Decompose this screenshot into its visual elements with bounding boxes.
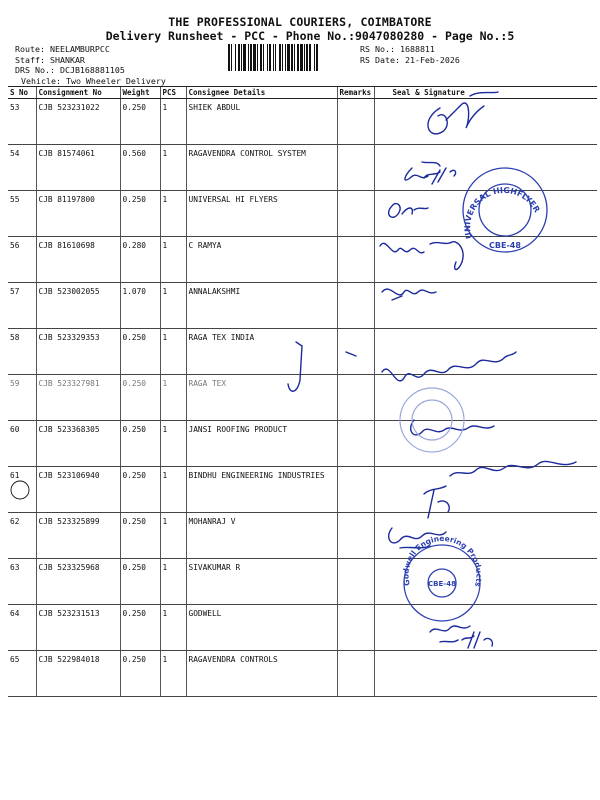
barcode-bar — [243, 44, 246, 71]
barcode-bar — [253, 44, 256, 71]
barcode-bar — [248, 44, 249, 71]
cell-consignee: SIVAKUMAR R — [186, 559, 337, 605]
cell-sno: 59 — [8, 375, 36, 421]
cell-sno: 57 — [8, 283, 36, 329]
barcode-bar — [316, 44, 318, 71]
cell-cno: CJB 522984018 — [36, 651, 120, 697]
cell-consignee: UNIVERSAL HI FLYERS — [186, 191, 337, 237]
cell-consignee: GODWELL — [186, 605, 337, 651]
cell-sno: 58 — [8, 329, 36, 375]
cell-remarks — [337, 329, 374, 375]
cell-consignee: JANSI ROOFING PRODUCT — [186, 421, 337, 467]
table-row — [8, 513, 597, 559]
cell-remarks — [337, 421, 374, 467]
cell-weight: 0.250 — [120, 191, 160, 237]
cell-weight: 0.250 — [120, 99, 160, 145]
table-row — [8, 467, 597, 513]
cell-weight: 0.250 — [120, 513, 160, 559]
barcode-bar — [314, 44, 315, 71]
barcode-bar — [267, 44, 268, 71]
drs-number: DRS No.: DCJB168881105 — [15, 65, 125, 75]
cell-cno: CJB 523325968 — [36, 559, 120, 605]
cell-sno: 65 — [8, 651, 36, 697]
godwell-stamp-text: Godwell Engineering Products — [401, 533, 484, 588]
cell-seal-signature — [374, 237, 597, 283]
cell-cno: CJB 523325899 — [36, 513, 120, 559]
cell-pcs: 1 — [160, 513, 186, 559]
barcode-bar — [300, 44, 303, 71]
cell-seal-signature — [374, 329, 597, 375]
barcode-bar — [263, 44, 264, 71]
table-row — [8, 651, 597, 697]
barcode-bar — [260, 44, 262, 71]
cell-pcs: 1 — [160, 559, 186, 605]
barcode-bar — [231, 44, 232, 71]
barcode-bar — [285, 44, 286, 71]
route-label: Route: NEELAMBURPCC — [15, 44, 110, 54]
barcode-bar — [309, 44, 311, 71]
godwell-stamp-code: CBE-48 — [428, 580, 456, 588]
cell-remarks — [337, 283, 374, 329]
cell-consignee: C RAMYA — [186, 237, 337, 283]
cell-seal-signature — [374, 559, 597, 605]
cell-sno: 54 — [8, 145, 36, 191]
cell-cno: CJB 523231513 — [36, 605, 120, 651]
barcode-bar — [250, 44, 252, 71]
cell-remarks — [337, 145, 374, 191]
cell-remarks — [337, 237, 374, 283]
barcode-bar — [275, 44, 276, 71]
cell-seal-signature — [374, 467, 597, 513]
cell-cno: CJB 523368305 — [36, 421, 120, 467]
cell-pcs: 1 — [160, 605, 186, 651]
cell-weight: 0.250 — [120, 651, 160, 697]
cell-consignee: BINDHU ENGINEERING INDUSTRIES — [186, 467, 337, 513]
barcode-bar — [304, 44, 305, 71]
column-header: Remarks — [337, 87, 374, 99]
cell-seal-signature — [374, 375, 597, 421]
barcode-bar — [241, 44, 242, 71]
cell-sno: 61 — [8, 467, 36, 513]
cell-pcs: 1 — [160, 467, 186, 513]
cell-remarks — [337, 467, 374, 513]
cell-pcs: 1 — [160, 237, 186, 283]
cell-consignee: RAGA TEX — [186, 375, 337, 421]
rs-number: RS No.: 1688811 — [360, 44, 435, 54]
barcode-bar — [228, 44, 230, 71]
cell-consignee: RAGAVENDRA CONTROL SYSTEM — [186, 145, 337, 191]
cell-sno: 63 — [8, 559, 36, 605]
cell-seal-signature — [374, 513, 597, 559]
cell-seal-signature — [374, 99, 597, 145]
column-header: Consignee Details — [186, 87, 337, 99]
cell-pcs: 1 — [160, 375, 186, 421]
cell-sno: 53 — [8, 99, 36, 145]
cell-weight: 0.250 — [120, 605, 160, 651]
cell-pcs: 1 — [160, 283, 186, 329]
cell-remarks — [337, 375, 374, 421]
cell-cno: CJB 523329353 — [36, 329, 120, 375]
cell-consignee: RAGAVENDRA CONTROLS — [186, 651, 337, 697]
cell-cno: CJB 81197800 — [36, 191, 120, 237]
column-header: PCS — [160, 87, 186, 99]
barcode-bar — [282, 44, 283, 71]
barcode-bar — [273, 44, 274, 71]
cell-consignee: ANNALAKSHMI — [186, 283, 337, 329]
barcode-bar — [238, 44, 240, 71]
cell-sno: 62 — [8, 513, 36, 559]
table-row — [8, 145, 597, 191]
cell-weight: 0.250 — [120, 375, 160, 421]
cell-pcs: 1 — [160, 191, 186, 237]
cell-seal-signature — [374, 605, 597, 651]
staff-label: Staff: SHANKAR — [15, 54, 85, 65]
cell-weight: 0.250 — [120, 329, 160, 375]
cell-cno: CJB 523231022 — [36, 99, 120, 145]
rs-date: RS Date: 21-Feb-2026 — [360, 54, 460, 65]
table-row — [8, 559, 597, 605]
cell-cno: CJB 81574061 — [36, 145, 120, 191]
runsheet-info-right — [360, 44, 460, 65]
table-header-row — [8, 87, 597, 99]
cell-cno: CJB 81610698 — [36, 237, 120, 283]
column-header: S No — [8, 87, 36, 99]
cell-consignee: MOHANRAJ V — [186, 513, 337, 559]
cell-cno: CJB 523106940 — [36, 467, 120, 513]
cell-pcs: 1 — [160, 421, 186, 467]
table-row — [8, 329, 597, 375]
universal-stamp-text: UNIVERSAL HIGHFLYER — [463, 185, 542, 240]
table-row — [8, 237, 597, 283]
barcode-bar — [235, 44, 236, 71]
barcode-bar — [269, 44, 271, 71]
barcode — [228, 44, 358, 71]
cell-sno: 64 — [8, 605, 36, 651]
table-row — [8, 605, 597, 651]
cell-remarks — [337, 605, 374, 651]
delivery-table — [8, 86, 597, 697]
cell-remarks — [337, 559, 374, 605]
table-row — [8, 99, 597, 145]
column-header: Consignment No — [36, 87, 120, 99]
barcode-bar — [287, 44, 290, 71]
cell-weight: 0.560 — [120, 145, 160, 191]
barcode-bar — [257, 44, 258, 71]
cell-seal-signature — [374, 145, 597, 191]
cell-pcs: 1 — [160, 145, 186, 191]
runsheet-info-left — [15, 44, 166, 86]
cell-sno: 56 — [8, 237, 36, 283]
cell-consignee: RAGA TEX INDIA — [186, 329, 337, 375]
cell-sno: 60 — [8, 421, 36, 467]
cell-sno: 55 — [8, 191, 36, 237]
table-row — [8, 421, 597, 467]
table-row — [8, 283, 597, 329]
cell-pcs: 1 — [160, 99, 186, 145]
cell-seal-signature — [374, 421, 597, 467]
barcode-bar — [297, 44, 299, 71]
cell-cno: CJB 523327981 — [36, 375, 120, 421]
cell-pcs: 1 — [160, 651, 186, 697]
cell-remarks — [337, 513, 374, 559]
cell-cno: CJB 523002055 — [36, 283, 120, 329]
universal-stamp-code: CBE-48 — [489, 241, 521, 250]
cell-remarks — [337, 191, 374, 237]
cell-weight: 0.280 — [120, 237, 160, 283]
cell-seal-signature — [374, 651, 597, 697]
column-header: Seal & Signature — [374, 87, 597, 99]
cell-weight: 0.250 — [120, 421, 160, 467]
page-subtitle: Delivery Runsheet - PCC - Phone No.:9047080280 - Page No.:5 — [105, 29, 515, 43]
table-row — [8, 191, 597, 237]
table-row — [8, 375, 597, 421]
barcode-bar — [306, 44, 308, 71]
cell-remarks — [337, 99, 374, 145]
cell-consignee: SHIEK ABDUL — [186, 99, 337, 145]
cell-weight: 1.070 — [120, 283, 160, 329]
barcode-bar — [294, 44, 295, 71]
cell-seal-signature — [374, 283, 597, 329]
vehicle-label: Vehicle: Two Wheeler Delivery — [21, 75, 166, 86]
cell-weight: 0.250 — [120, 559, 160, 605]
cell-seal-signature — [374, 191, 597, 237]
column-header: Weight — [120, 87, 160, 99]
cell-remarks — [337, 651, 374, 697]
barcode-bar — [279, 44, 281, 71]
cell-pcs: 1 — [160, 329, 186, 375]
page-title: THE PROFESSIONAL COURIERS, COIMBATORE — [168, 15, 432, 29]
barcode-bar — [291, 44, 293, 71]
cell-weight: 0.250 — [120, 467, 160, 513]
